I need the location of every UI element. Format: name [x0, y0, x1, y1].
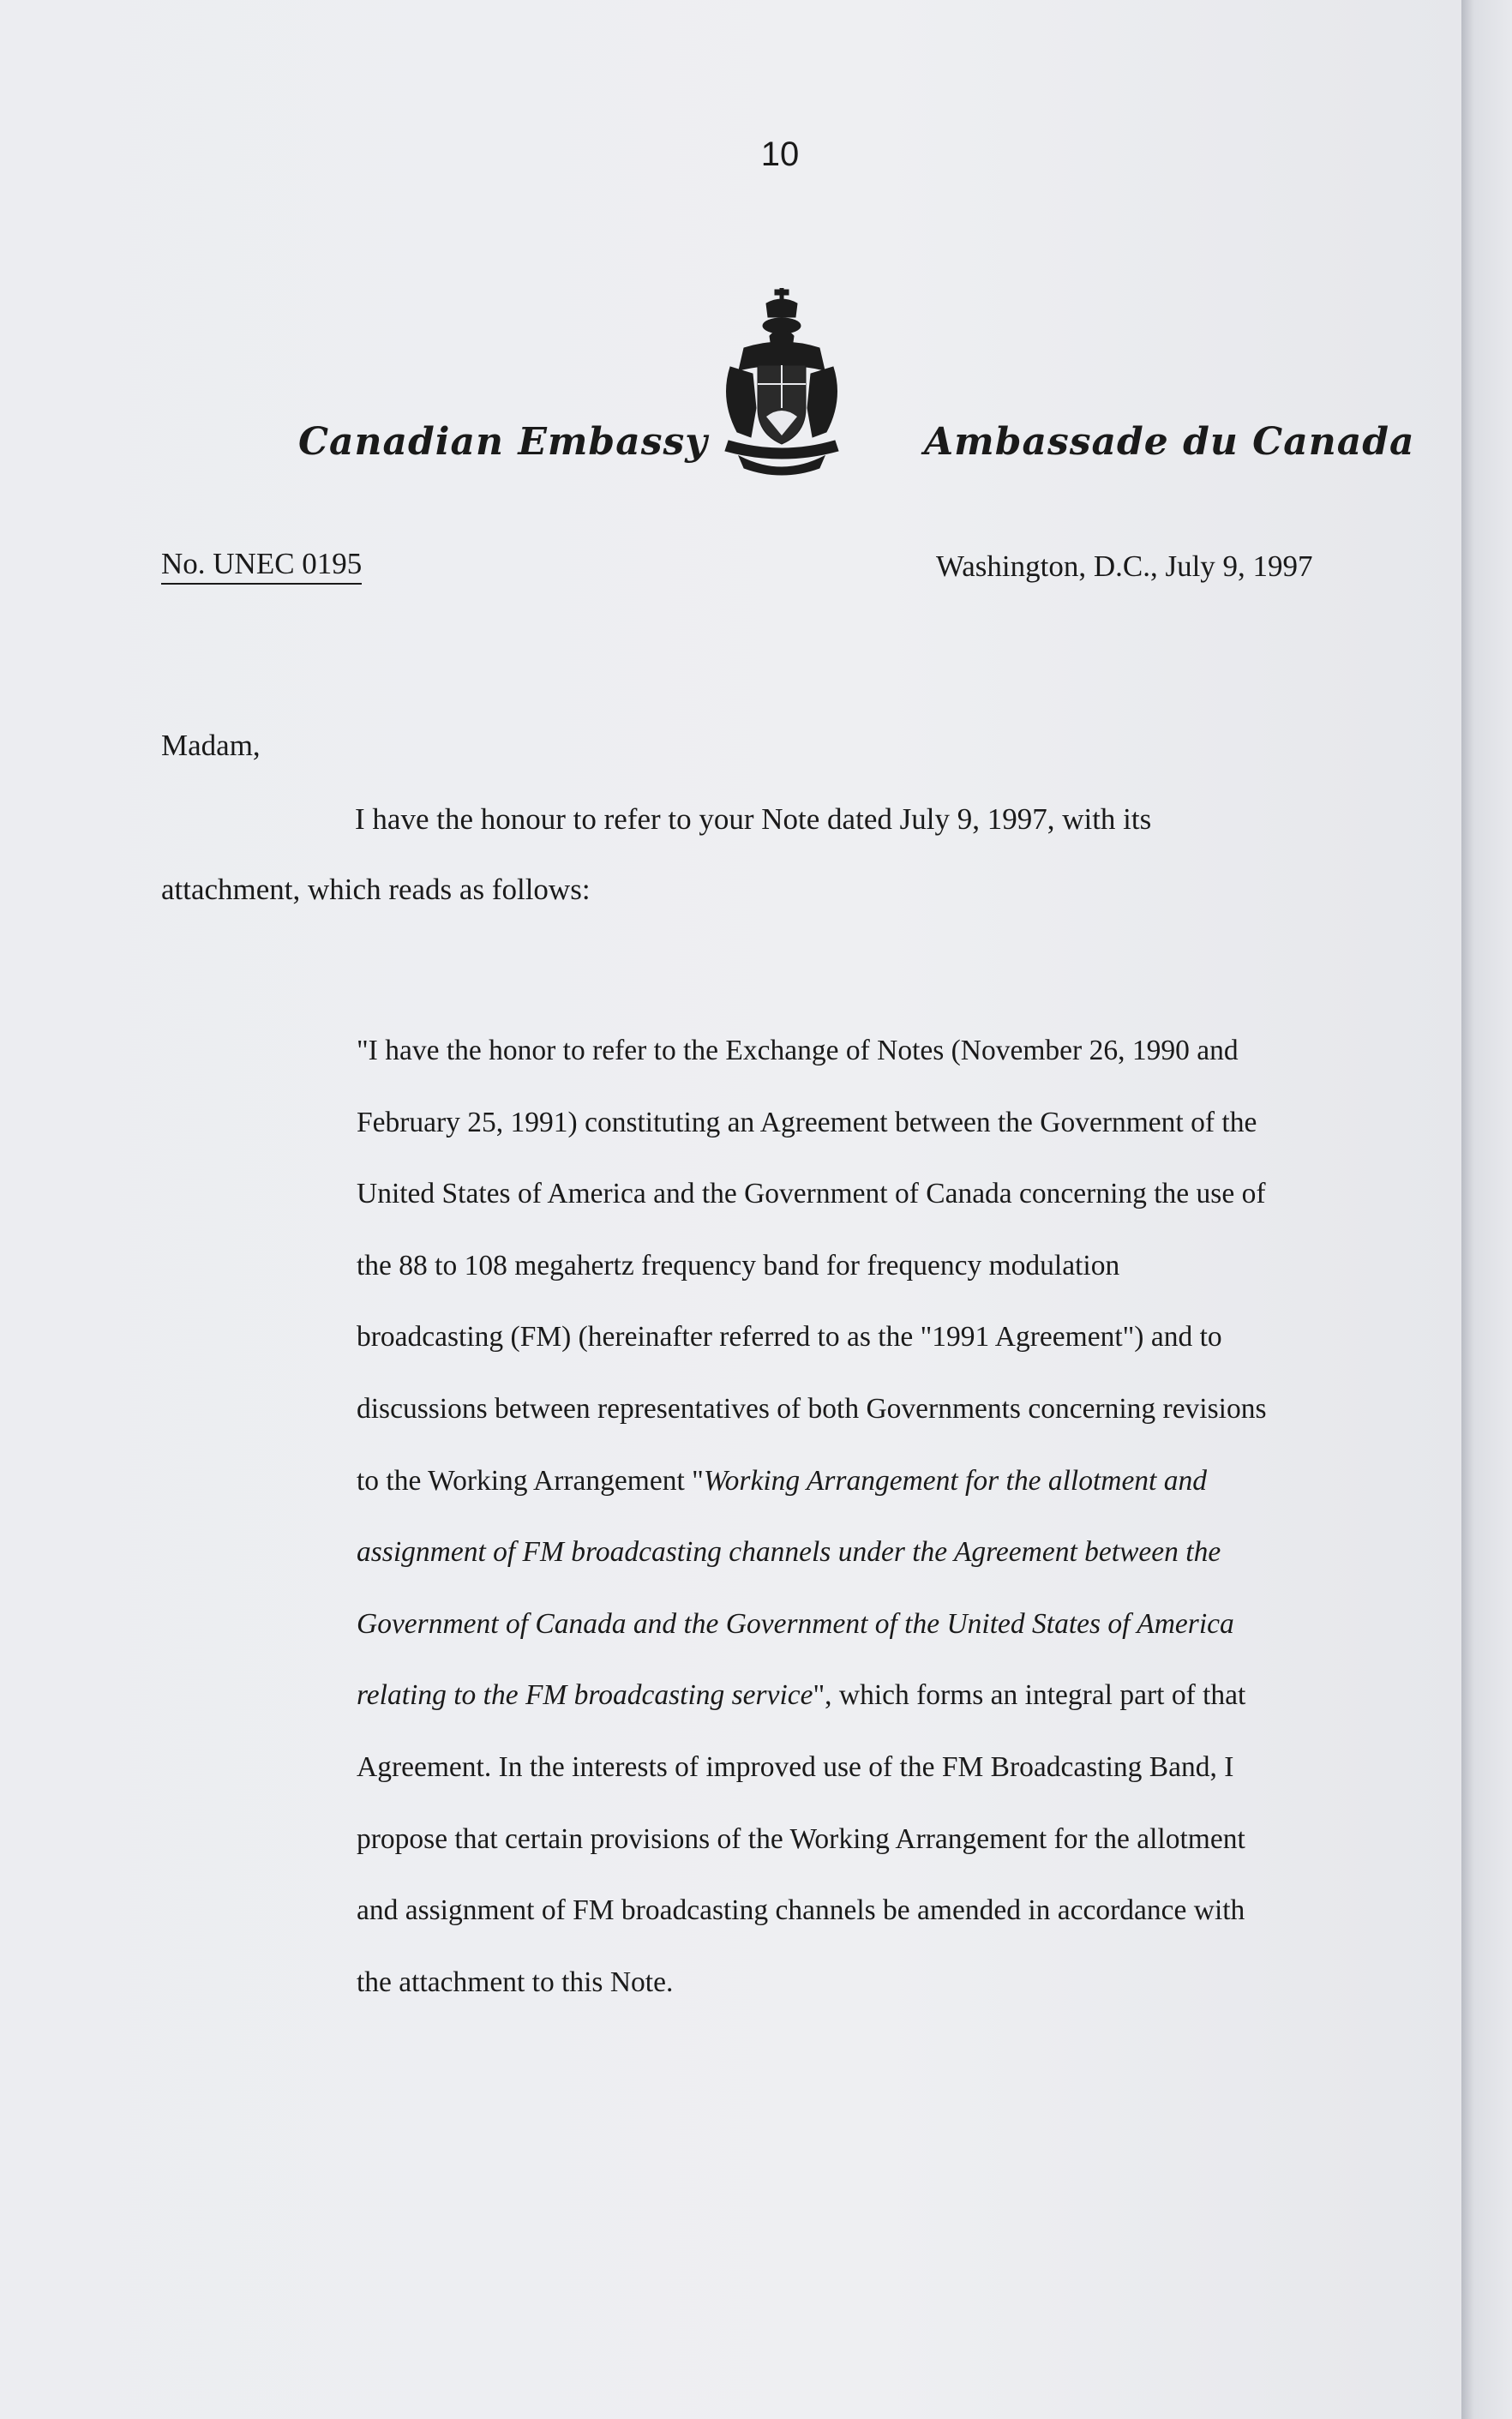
- page-number: 10: [760, 135, 800, 173]
- reference-number: No. UNEC 0195: [161, 547, 362, 585]
- quote-line: and assignment of FM broadcasting channels be amended in accordance with: [357, 1894, 1245, 1927]
- letterhead-french: Ambassade du Canada: [924, 420, 1415, 464]
- quote-line: February 25, 1991) constituting an Agreement between the Government of the: [357, 1106, 1257, 1138]
- quote-line: the attachment to this Note.: [357, 1966, 674, 1998]
- place-and-date: Washington, D.C., July 9, 1997: [936, 549, 1313, 583]
- quote-line: propose that certain provisions of the Working Arrangement for the allotment: [357, 1822, 1245, 1855]
- letterhead-english: Canadian Embassy: [298, 420, 708, 464]
- quote-line: [357, 1660, 1428, 1732]
- quote-line: the 88 to 108 megahertz frequency band for frequency modulation: [357, 1249, 1120, 1282]
- quote-line: "I have the honor to refer to the Exchange of Notes (November 26, 1990 and: [357, 1035, 1239, 1066]
- intro-line-1: I have the honour to refer to your Note dated July 9, 1997, with its: [355, 802, 1152, 836]
- quote-title-italic: Working Arrangement for the allotment and: [703, 1464, 1207, 1497]
- quote-line: [357, 1445, 1428, 1517]
- intro-line-2: attachment, which reads as follows:: [161, 873, 591, 906]
- quote-line: Agreement. In the interests of improved use of the FM Broadcasting Band, I: [357, 1750, 1234, 1783]
- canadian-coat-of-arms-icon: [713, 288, 850, 477]
- quote-line: broadcasting (FM) (hereinafter referred to as the "1991 Agreement") and to: [357, 1321, 1222, 1354]
- quote-line: United States of America and the Government of Canada concerning the use of: [357, 1178, 1266, 1210]
- quote-title-italic: relating to the FM broadcasting service: [357, 1679, 813, 1712]
- quote-title-italic: assignment of FM broadcasting channels under the Agreement between the: [357, 1536, 1221, 1569]
- quote-line: discussions between representatives of both Governments concerning revisions: [357, 1392, 1267, 1425]
- quoted-note: [357, 1015, 1428, 2018]
- page-edge-shadow: [1461, 0, 1512, 2419]
- quote-text: to the Working Arrangement ": [357, 1464, 704, 1497]
- quote-text: ", which forms an integral part of that: [813, 1679, 1246, 1712]
- salutation: Madam,: [161, 729, 261, 762]
- quote-title-italic: Government of Canada and the Government of the United States of America: [357, 1607, 1234, 1640]
